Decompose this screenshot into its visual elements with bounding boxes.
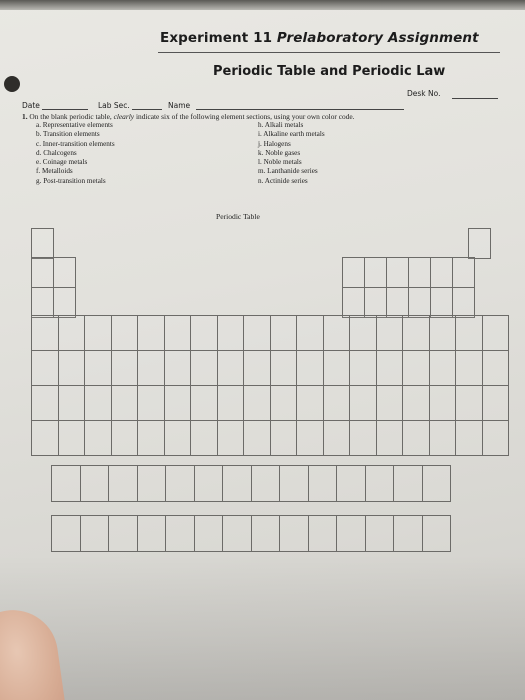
element-cell[interactable] xyxy=(108,465,138,502)
element-cell[interactable] xyxy=(308,465,338,502)
date-label: Date xyxy=(22,101,40,110)
element-cell[interactable] xyxy=(111,315,139,351)
element-cell[interactable] xyxy=(108,515,138,552)
element-cell[interactable] xyxy=(222,465,252,502)
element-cell[interactable] xyxy=(422,465,452,502)
element-cell[interactable] xyxy=(455,420,483,456)
element-cell[interactable] xyxy=(217,315,245,351)
element-cell[interactable] xyxy=(349,420,377,456)
element-cell[interactable] xyxy=(429,420,457,456)
title-text: Experiment 11 xyxy=(160,30,277,46)
element-cell[interactable] xyxy=(111,385,139,421)
element-cell[interactable] xyxy=(452,287,475,318)
question-text-start: On the blank periodic table, xyxy=(29,112,114,121)
binder-hole xyxy=(4,76,20,92)
date-field[interactable] xyxy=(42,109,88,110)
name-label: Name xyxy=(168,101,191,110)
element-cell[interactable] xyxy=(164,420,192,456)
element-cell[interactable] xyxy=(58,315,86,351)
element-cell[interactable] xyxy=(51,465,81,502)
element-cell[interactable] xyxy=(84,385,112,421)
element-cell[interactable] xyxy=(455,385,483,421)
pt-period-1-right xyxy=(469,229,491,259)
element-cell[interactable] xyxy=(31,228,54,259)
element-cell[interactable] xyxy=(190,315,218,351)
pt-periods-2-3-right xyxy=(343,258,475,318)
element-cell[interactable] xyxy=(408,287,431,318)
element-sections-right-list xyxy=(258,121,325,186)
element-cell[interactable] xyxy=(217,350,245,386)
element-cell[interactable] xyxy=(455,350,483,386)
element-cell[interactable] xyxy=(164,350,192,386)
page-title xyxy=(160,30,500,46)
element-cell[interactable] xyxy=(243,315,271,351)
list-item: f. Metalloids xyxy=(36,167,73,176)
element-cell[interactable] xyxy=(84,350,112,386)
element-cell[interactable] xyxy=(165,515,195,552)
element-cell[interactable] xyxy=(402,315,430,351)
element-cell[interactable] xyxy=(51,515,81,552)
element-cell[interactable] xyxy=(164,385,192,421)
question-1-text xyxy=(22,112,355,121)
element-cell[interactable] xyxy=(270,315,298,351)
element-cell[interactable] xyxy=(53,257,76,288)
element-cell[interactable] xyxy=(296,420,324,456)
element-cell[interactable] xyxy=(84,315,112,351)
element-cell[interactable] xyxy=(376,315,404,351)
element-cell[interactable] xyxy=(402,350,430,386)
element-cell[interactable] xyxy=(308,515,338,552)
question-text-emphasis: clearly xyxy=(113,112,135,121)
element-cell[interactable] xyxy=(31,350,59,386)
element-cell[interactable] xyxy=(243,420,271,456)
element-cell[interactable] xyxy=(164,315,192,351)
element-cell[interactable] xyxy=(137,515,167,552)
element-cell[interactable] xyxy=(482,385,510,421)
element-cell[interactable] xyxy=(452,257,475,288)
element-cell[interactable] xyxy=(31,385,59,421)
list-item: k. Noble gases xyxy=(258,148,301,157)
element-cell[interactable] xyxy=(111,350,139,386)
page-top-edge xyxy=(0,0,525,10)
element-cell[interactable] xyxy=(323,350,351,386)
list-item: m. Lanthanide series xyxy=(258,167,318,176)
element-cell[interactable] xyxy=(84,420,112,456)
list-item: c. Inner-transition elements xyxy=(36,139,115,148)
list-item: d. Chalcogens xyxy=(36,148,77,157)
element-cell[interactable] xyxy=(137,350,165,386)
element-cell[interactable] xyxy=(429,350,457,386)
element-cell[interactable] xyxy=(137,465,167,502)
question-text-end: indicate six of the following element sections, using your own color code. xyxy=(134,112,355,121)
list-item: i. Alkaline earth metals xyxy=(258,130,325,139)
element-cell[interactable] xyxy=(422,515,452,552)
element-cell[interactable] xyxy=(468,228,491,259)
element-cell[interactable] xyxy=(364,257,387,288)
element-cell[interactable] xyxy=(270,385,298,421)
element-cell[interactable] xyxy=(336,515,366,552)
element-cell[interactable] xyxy=(222,515,252,552)
lab-section-field[interactable] xyxy=(132,109,162,110)
element-cell[interactable] xyxy=(58,385,86,421)
element-cell[interactable] xyxy=(190,420,218,456)
element-cell[interactable] xyxy=(402,385,430,421)
element-cell[interactable] xyxy=(58,420,86,456)
element-cell[interactable] xyxy=(376,420,404,456)
element-cell[interactable] xyxy=(364,287,387,318)
element-cell[interactable] xyxy=(194,465,224,502)
element-cell[interactable] xyxy=(80,465,110,502)
element-cell[interactable] xyxy=(365,465,395,502)
list-item: g. Post-transition metals xyxy=(36,176,106,185)
periodic-table-label: Periodic Table xyxy=(216,212,260,221)
thumb-photo-artifact xyxy=(0,604,68,700)
element-cell[interactable] xyxy=(365,515,395,552)
element-cell[interactable] xyxy=(482,350,510,386)
element-cell[interactable] xyxy=(296,315,324,351)
pt-period-1-left xyxy=(32,229,54,259)
element-cell[interactable] xyxy=(251,465,281,502)
page-subtitle: Periodic Table and Periodic Law xyxy=(213,64,446,79)
element-cell[interactable] xyxy=(217,385,245,421)
element-cell[interactable] xyxy=(190,385,218,421)
element-cell[interactable] xyxy=(58,350,86,386)
name-field[interactable] xyxy=(196,109,404,110)
element-cell[interactable] xyxy=(111,420,139,456)
element-cell[interactable] xyxy=(349,385,377,421)
list-item: a. Representative elements xyxy=(36,121,113,129)
element-cell[interactable] xyxy=(251,515,281,552)
element-cell[interactable] xyxy=(430,257,453,288)
element-cell[interactable] xyxy=(31,257,54,288)
element-cell[interactable] xyxy=(243,350,271,386)
title-italic-text: Prelaboratory Assignment xyxy=(276,30,479,46)
element-cell[interactable] xyxy=(430,287,453,318)
element-cell[interactable] xyxy=(393,465,423,502)
element-cell[interactable] xyxy=(323,385,351,421)
element-cell[interactable] xyxy=(270,350,298,386)
element-cell[interactable] xyxy=(270,420,298,456)
list-item: b. Transition elements xyxy=(36,130,100,139)
element-cell[interactable] xyxy=(336,465,366,502)
element-cell[interactable] xyxy=(376,350,404,386)
element-cell[interactable] xyxy=(386,287,409,318)
element-cell[interactable] xyxy=(342,287,365,318)
pt-periods-2-3-left xyxy=(32,258,76,318)
element-cell[interactable] xyxy=(190,350,218,386)
title-rule xyxy=(158,52,500,53)
list-item: e. Coinage metals xyxy=(36,158,88,167)
element-cell[interactable] xyxy=(393,515,423,552)
element-cell[interactable] xyxy=(80,515,110,552)
element-cell[interactable] xyxy=(296,350,324,386)
element-cell[interactable] xyxy=(402,420,430,456)
element-cell[interactable] xyxy=(349,350,377,386)
element-cell[interactable] xyxy=(376,385,404,421)
pt-periods-4-7 xyxy=(32,316,509,456)
lab-section-label: Lab Sec. xyxy=(98,101,130,110)
element-cell[interactable] xyxy=(323,420,351,456)
element-cell[interactable] xyxy=(165,465,195,502)
element-cell[interactable] xyxy=(194,515,224,552)
element-cell[interactable] xyxy=(137,315,165,351)
list-item: h. Alkali metals xyxy=(258,121,304,129)
list-item: n. Actinide series xyxy=(258,176,308,185)
lighting-shadow xyxy=(0,555,525,700)
element-cell[interactable] xyxy=(243,385,271,421)
element-cell[interactable] xyxy=(31,420,59,456)
element-cell[interactable] xyxy=(31,315,59,351)
element-cell[interactable] xyxy=(482,315,510,351)
element-cell[interactable] xyxy=(349,315,377,351)
element-cell[interactable] xyxy=(279,515,309,552)
element-cell[interactable] xyxy=(429,315,457,351)
element-cell[interactable] xyxy=(137,420,165,456)
element-cell[interactable] xyxy=(279,465,309,502)
list-item: j. Halogens xyxy=(258,139,291,148)
question-number: 1. xyxy=(22,112,28,121)
element-cell[interactable] xyxy=(53,287,76,318)
element-cell[interactable] xyxy=(137,385,165,421)
element-cell[interactable] xyxy=(342,257,365,288)
element-cell[interactable] xyxy=(386,257,409,288)
element-cell[interactable] xyxy=(296,385,324,421)
element-cell[interactable] xyxy=(31,287,54,318)
desk-number-label: Desk No. xyxy=(407,89,441,98)
list-item: l. Noble metals xyxy=(258,158,302,167)
element-cell[interactable] xyxy=(455,315,483,351)
desk-number-field[interactable] xyxy=(452,98,498,99)
element-cell[interactable] xyxy=(429,385,457,421)
element-sections-left-list xyxy=(36,121,115,186)
element-cell[interactable] xyxy=(323,315,351,351)
pt-f-block xyxy=(52,466,451,552)
element-cell[interactable] xyxy=(482,420,510,456)
element-cell[interactable] xyxy=(217,420,245,456)
element-cell[interactable] xyxy=(408,257,431,288)
